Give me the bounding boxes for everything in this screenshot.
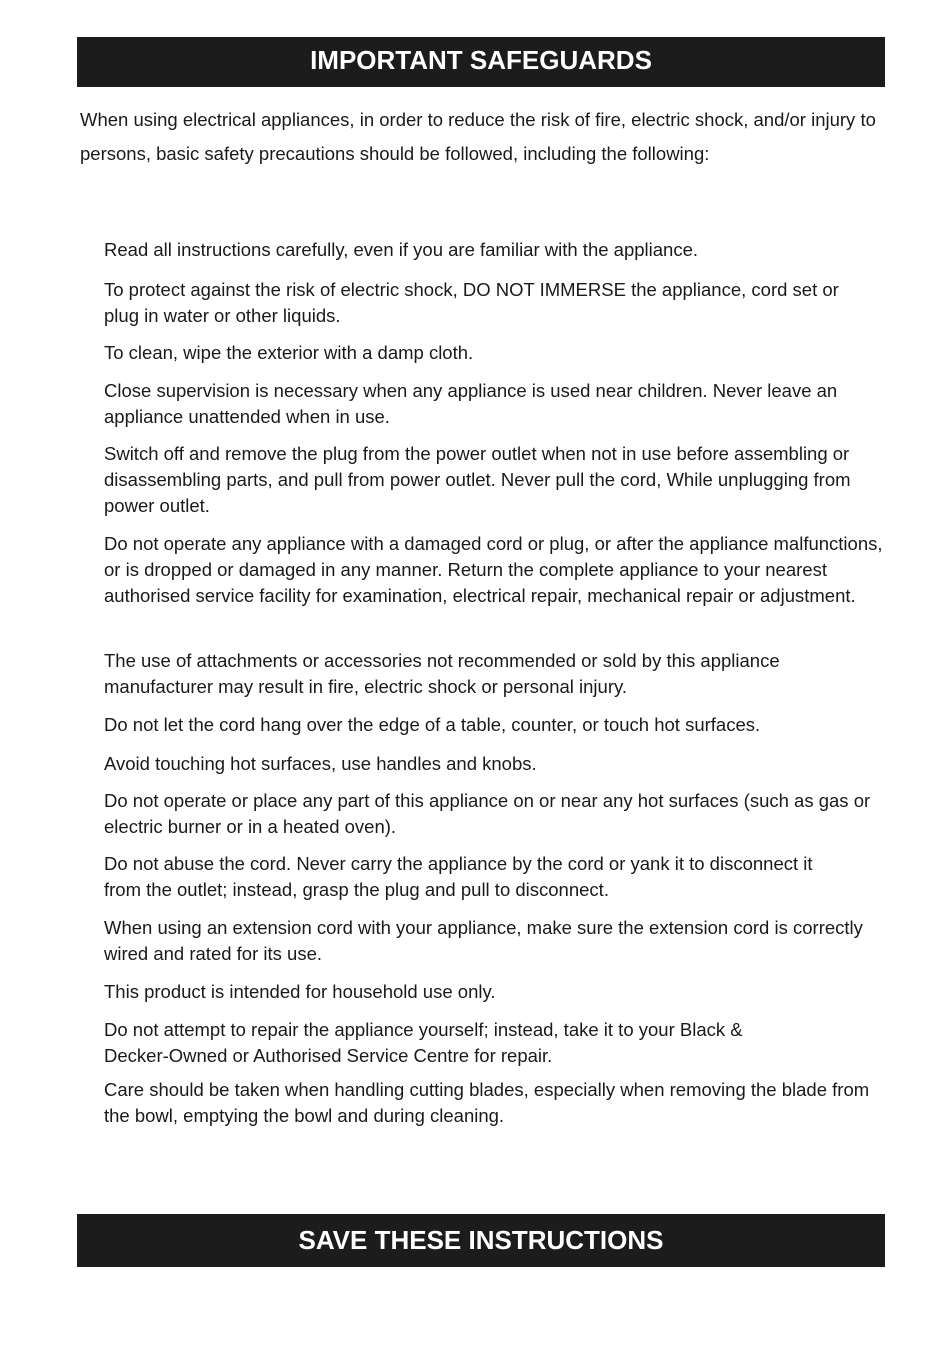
- safeguard-item: Do not operate or place any part of this appliance on or near any hot surfaces (such as gas or electric burner or in a heated oven).: [104, 790, 871, 837]
- safeguard-item: Do not let the cord hang over the edge of a table, counter, or touch hot surfaces.: [104, 714, 761, 735]
- footer-title: SAVE THESE INSTRUCTIONS: [77, 1214, 885, 1267]
- intro-paragraph: When using electrical appliances, in order to reduce the risk of fire, electric shock, and/or injury to persons, basic safety precautions should be followed, including the following:: [80, 109, 876, 164]
- safeguard-item: Do not operate any appliance with a damaged cord or plug, or after the appliance malfunctions, or is dropped or damaged in any manner. Return the complete appliance to your nearest authorised service facility for examination, electrical repair, mechanical repair or adjustment.: [104, 533, 883, 606]
- safeguard-item: Switch off and remove the plug from the power outlet when not in use before assembling or disassembling parts, and pull from power outlet. Never pull the cord, While unplugging from power outlet.: [104, 443, 851, 516]
- safeguard-item: Do not abuse the cord. Never carry the appliance by the cord or yank it to disconnect it from the outlet; instead, grasp the plug and pull to disconnect.: [104, 853, 813, 900]
- safeguard-item: The use of attachments or accessories not recommended or sold by this appliance manufacturer may result in fire, electric shock or personal injury.: [104, 650, 780, 697]
- safeguard-item: To protect against the risk of electric shock, DO NOT IMMERSE the appliance, cord set or plug in water or other liquids.: [104, 279, 839, 326]
- safeguard-item: Read all instructions carefully, even if you are familiar with the appliance.: [104, 239, 699, 260]
- safeguard-item: Care should be taken when handling cutting blades, especially when removing the blade from the bowl, emptying the bowl and during cleaning.: [104, 1079, 870, 1126]
- safeguard-item: Close supervision is necessary when any appliance is used near children. Never leave an appliance unattended when in use.: [104, 380, 838, 427]
- safeguard-item: When using an extension cord with your appliance, make sure the extension cord is correctly wired and rated for its use.: [104, 917, 863, 964]
- page-title: IMPORTANT SAFEGUARDS: [77, 37, 885, 87]
- safeguard-item: To clean, wipe the exterior with a damp cloth.: [104, 342, 474, 363]
- safeguard-item: This product is intended for household use only.: [104, 981, 496, 1002]
- safeguard-item: Avoid touching hot surfaces, use handles and knobs.: [104, 753, 537, 774]
- safeguard-item: Do not attempt to repair the appliance yourself; instead, take it to your Black & Decker-Owned or Authorised Service Centre for repair.: [104, 1019, 743, 1066]
